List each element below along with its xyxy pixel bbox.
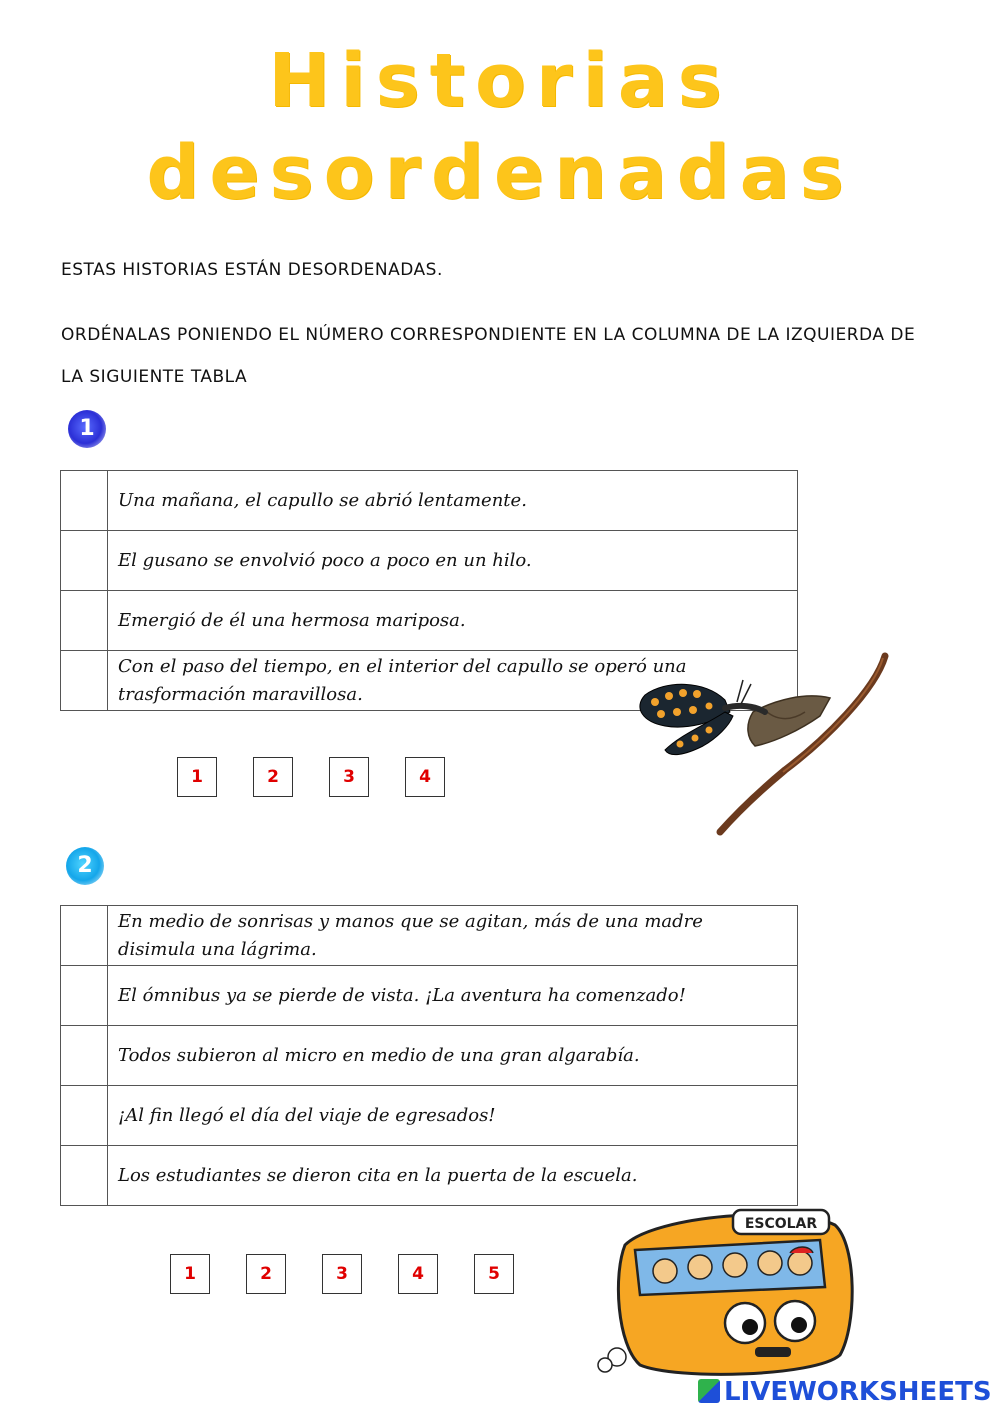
table-row: [61, 531, 798, 591]
number-chip-3[interactable]: 3: [322, 1254, 362, 1294]
story-sentence: Una mañana, el capullo se abrió lentamente.: [108, 471, 798, 531]
instruction-line-1: ESTAS HISTORIAS ESTÁN DESORDENADAS.: [61, 260, 443, 280]
school-bus-illustration: [595, 1205, 865, 1385]
section-2-badge: 2: [66, 847, 104, 885]
story-sentence: Emergió de él una hermosa mariposa.: [108, 591, 798, 651]
story-sentence: Con el paso del tiempo, en el interior del capullo se operó una trasformación maravillosa.: [108, 651, 798, 711]
number-chip-2[interactable]: 2: [253, 757, 293, 797]
story-sentence: Los estudiantes se dieron cita en la puerta de la escuela.: [108, 1146, 798, 1206]
order-input-cell[interactable]: [61, 471, 108, 531]
order-input-cell[interactable]: [61, 1146, 108, 1206]
number-chip-4[interactable]: 4: [405, 757, 445, 797]
table-row: [61, 471, 798, 531]
story-sentence: Todos subieron al micro en medio de una gran algarabía.: [108, 1026, 798, 1086]
bus-sign: ESCOLAR: [744, 1216, 818, 1232]
table-row: [61, 1146, 798, 1206]
number-chip-4[interactable]: 4: [398, 1254, 438, 1294]
brand-icon: [698, 1379, 720, 1403]
butterfly-illustration: [625, 650, 895, 840]
number-chip-3[interactable]: 3: [329, 757, 369, 797]
story-sentence: El ómnibus ya se pierde de vista. ¡La aventura ha comenzado!: [108, 966, 798, 1026]
table-row: [61, 1026, 798, 1086]
story-2-table: [60, 905, 798, 1206]
order-input-cell[interactable]: [61, 531, 108, 591]
liveworksheets-logo: [698, 1377, 992, 1407]
number-chip-2[interactable]: 2: [246, 1254, 286, 1294]
number-chip-1[interactable]: 1: [177, 757, 217, 797]
page-title-line-1: Historias: [268, 38, 732, 124]
order-input-cell[interactable]: [61, 906, 108, 966]
section-1-badge: 1: [68, 410, 106, 448]
table-row: [61, 906, 798, 966]
order-input-cell[interactable]: [61, 591, 108, 651]
order-input-cell[interactable]: [61, 966, 108, 1026]
story-sentence: El gusano se envolvió poco a poco en un hilo.: [108, 531, 798, 591]
page-title-line-2: desordenadas: [146, 130, 854, 216]
table-row: [61, 1086, 798, 1146]
order-input-cell[interactable]: [61, 1086, 108, 1146]
number-chip-5[interactable]: 5: [474, 1254, 514, 1294]
order-input-cell[interactable]: [61, 651, 108, 711]
table-row: [61, 591, 798, 651]
table-row: [61, 966, 798, 1026]
brand-label: LIVEWORKSHEETS: [724, 1377, 992, 1407]
number-chip-1[interactable]: 1: [170, 1254, 210, 1294]
story-sentence: En medio de sonrisas y manos que se agitan, más de una madre disimula una lágrima.: [108, 906, 798, 966]
order-input-cell[interactable]: [61, 1026, 108, 1086]
instruction-line-2: ORDÉNALAS PONIENDO EL NÚMERO CORRESPONDIENTE EN LA COLUMNA DE LA IZQUIERDA DE LA SIGUIENTE TABLA: [61, 325, 916, 387]
story-sentence: ¡Al fin llegó el día del viaje de egresados!: [108, 1086, 798, 1146]
